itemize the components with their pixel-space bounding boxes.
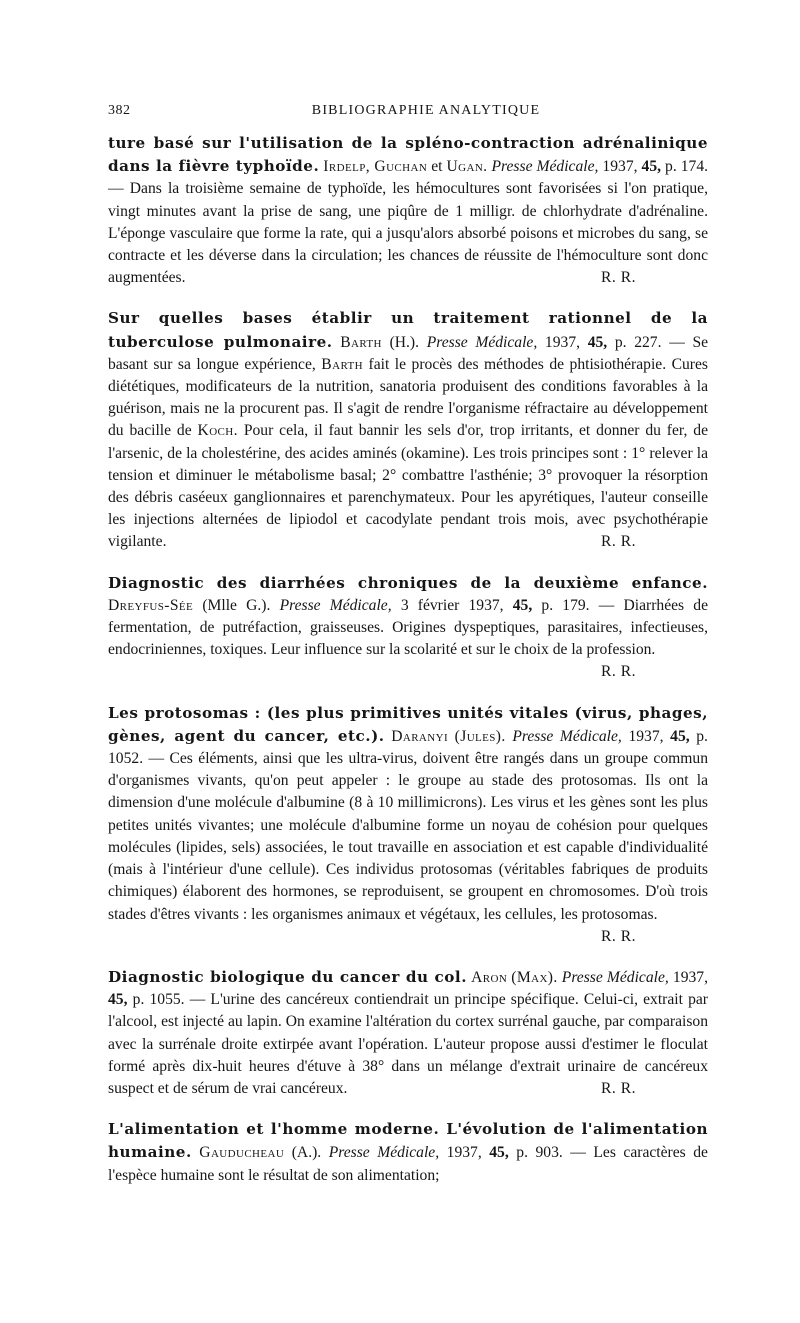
entry-authors: Daranyi bbox=[391, 727, 449, 745]
entry-author-initials: (H.). bbox=[389, 333, 420, 351]
entry-year: 1937, bbox=[602, 158, 638, 176]
running-head bbox=[108, 100, 708, 124]
entry-body: — Diarrhées de fermentation, de putréfaction, graisseuses. Origines dyspeptiques, parasitaires, infectieuses, endocriniennes, toxiques. Leur influence sur la scolarité et sur le choix de la profession. bbox=[108, 596, 708, 659]
entry-body-author: Koch. bbox=[197, 422, 238, 440]
entry-author-initials: (Jules). bbox=[454, 727, 506, 745]
entry-author-initials: (A.). bbox=[291, 1144, 322, 1162]
entry-title: Diagnostic des diarrhées chroniques de la deuxième enfance. bbox=[108, 573, 708, 592]
entry-journal: Presse Médicale, bbox=[426, 333, 538, 351]
entry-body: — Dans la troisième semaine de typhoïde, les hémocultures sont favorisées si l'on pratique, vingt minutes avant la prise de sang, une piqûre de 1 milligr. de chlorhydrate d'adrénaline. L'éponge vasculaire que forme la rate, qui a jusqu'alors absorbé poisons et microbes du sang, se contracte et les déverse dans la circulation; les chances de réussite de l'hémoculture sont donc augmentées. bbox=[108, 180, 708, 287]
entry-title: Sur quelles bases établir un traitement rationnel de la tuberculose pulmonaire. bbox=[108, 309, 708, 351]
entry-page: p. 1052. bbox=[108, 727, 708, 768]
entry-authors: Aron bbox=[471, 968, 508, 986]
abstract-entry bbox=[108, 132, 708, 289]
entry-authors: Barth bbox=[340, 333, 382, 351]
abstract-entry bbox=[108, 702, 708, 948]
abstract-entry bbox=[108, 307, 708, 553]
entry-year: 1937, bbox=[544, 333, 581, 351]
entry-volume: 45, bbox=[512, 596, 533, 614]
entry-year: 1937, bbox=[446, 1144, 482, 1162]
entry-year: 1937, bbox=[672, 968, 708, 986]
entry-author-conjunction: et bbox=[431, 158, 443, 176]
entry-page: p. 1055. bbox=[132, 991, 185, 1009]
entry-body: — L'urine des cancéreux contiendrait un principe spécifique. Celui-ci, extrait par l'alcool, est injecté au lapin. On examine l'altération du cortex surrénal gauche, par comparaison avec la surrénale droite extirpée avant l'opération. L'auteur propose aussi d'estimer le floculat formé après dix-huit heures d'étuve à 38° dans un mélange d'extrait urinaire de cancéreux suspect et de sérum de vrai cancéreux. bbox=[108, 991, 708, 1097]
entry-title: Les protosomas : (les plus primitives unités vitales (virus, phages, gènes, agent du cancer, etc.). bbox=[108, 703, 708, 745]
entry-page: p. 903. bbox=[516, 1144, 563, 1162]
entry-volume: 45, bbox=[641, 158, 662, 176]
entry-page: p. 227. bbox=[614, 333, 662, 351]
entry-date: 3 février 1937, bbox=[400, 596, 504, 614]
entry-volume: 45, bbox=[108, 991, 128, 1009]
entry-volume: 45, bbox=[489, 1144, 509, 1162]
entry-signature: R. R. bbox=[601, 533, 636, 551]
running-title: BIBLIOGRAPHIE ANALYTIQUE bbox=[311, 103, 541, 118]
entry-journal: Presse Médicale, bbox=[491, 158, 599, 176]
entry-body: — Ces éléments, ainsi que les ultra-virus, doivent être rangés dans un groupe commun d'organismes vivants, qu'on peut appeler : le groupe au stade des protosomas. Ils ont la dimension d'une molécule d'albumine (8 à 10 millimicrons). Les virus et les gènes sont les plus petites unités vivantes; une molécule d'albumine forme un noyau de cohésion pour quelques molécules (lipides, sels) associées, le tout travaille en association et est capable d'individualité (mais à l'intérieur d'une cellule). Ces individus protosomas (véritables fabriques de produits chimiques) élaborent des hormones, se reproduisent, se groupent en chromosomes. D'où trois stades d'êtres vivants : les organismes animaux et végétaux, les cellules, les protosomas. bbox=[108, 750, 708, 923]
abstract-entry bbox=[108, 572, 708, 684]
entry-body: — Les caractères de l'espèce humaine sont le résultat de son alimentation; bbox=[108, 1144, 708, 1184]
entry-body: — Se basant sur sa longue expérience, bbox=[108, 333, 709, 373]
entry-authors: Irdelp, Guchan bbox=[323, 158, 428, 176]
page-number: 382 bbox=[108, 103, 131, 118]
entry-body: fait le procès des méthodes de phtisiothérapie. Cures diététiques, modificateurs de la nutrition, sanatoria produisent des conditions favorables à la guérison, mais ne la procurent pas. Il s'agit de rendre l'organisme réfractaire au développement du bacille de bbox=[108, 355, 708, 440]
entry-title: Diagnostic biologique du cancer du col. bbox=[108, 967, 467, 986]
entry-title: ture basé sur l'utilisation de la spléno-contraction adrénalinique dans la fièvre typhoïde. bbox=[108, 134, 708, 176]
entry-body: Pour cela, il faut bannir les sels d'or, trop irritants, et donner du fer, de l'arsenic, de la cholestérine, des acides aminés (okamine). Les trois principes sont : 1° relever la tension et diminuer le métabolisme basal; 2° combattre l'asthénie; 3° provoquer la résorption des débris caséeux ganglionnaires et parenchymateux. Pour les apyrétiques, l'auteur conseille les injections alternées de lipiodol et cacodylate pendant trois mois, avec psychothérapie vigilante. bbox=[108, 422, 708, 551]
entry-signature: R. R. bbox=[601, 663, 636, 681]
entry-title: L'alimentation et l'homme moderne. L'évolution de l'alimentation humaine. bbox=[108, 1120, 708, 1162]
entry-page: p. 179. bbox=[541, 596, 590, 614]
entry-author-last: Ugan. bbox=[446, 158, 488, 176]
abstract-entry bbox=[108, 966, 708, 1100]
entry-signature: R. R. bbox=[601, 927, 636, 945]
page bbox=[108, 100, 708, 1205]
entry-journal: Presse Médicale, bbox=[512, 727, 622, 745]
entry-authors: Dreyfus-Sée bbox=[108, 596, 194, 614]
entry-journal: Presse Médicale, bbox=[279, 596, 392, 614]
entry-signature: R. R. bbox=[601, 269, 636, 287]
abstract-entry bbox=[108, 1118, 708, 1187]
entry-author-initials: (Max). bbox=[511, 968, 558, 986]
entry-signature: R. R. bbox=[601, 1079, 636, 1097]
entry-journal: Presse Médicale, bbox=[561, 968, 669, 986]
entry-authors: Gauducheau bbox=[199, 1144, 285, 1162]
entry-volume: 45, bbox=[670, 727, 690, 745]
entry-journal: Presse Médicale, bbox=[328, 1144, 440, 1162]
entry-year: 1937, bbox=[628, 727, 664, 745]
entry-body-author: Barth bbox=[321, 355, 363, 373]
entry-page: p. 174. bbox=[665, 158, 709, 176]
entry-volume: 45, bbox=[587, 333, 608, 351]
entry-author-initials: (Mlle G.). bbox=[202, 596, 271, 614]
